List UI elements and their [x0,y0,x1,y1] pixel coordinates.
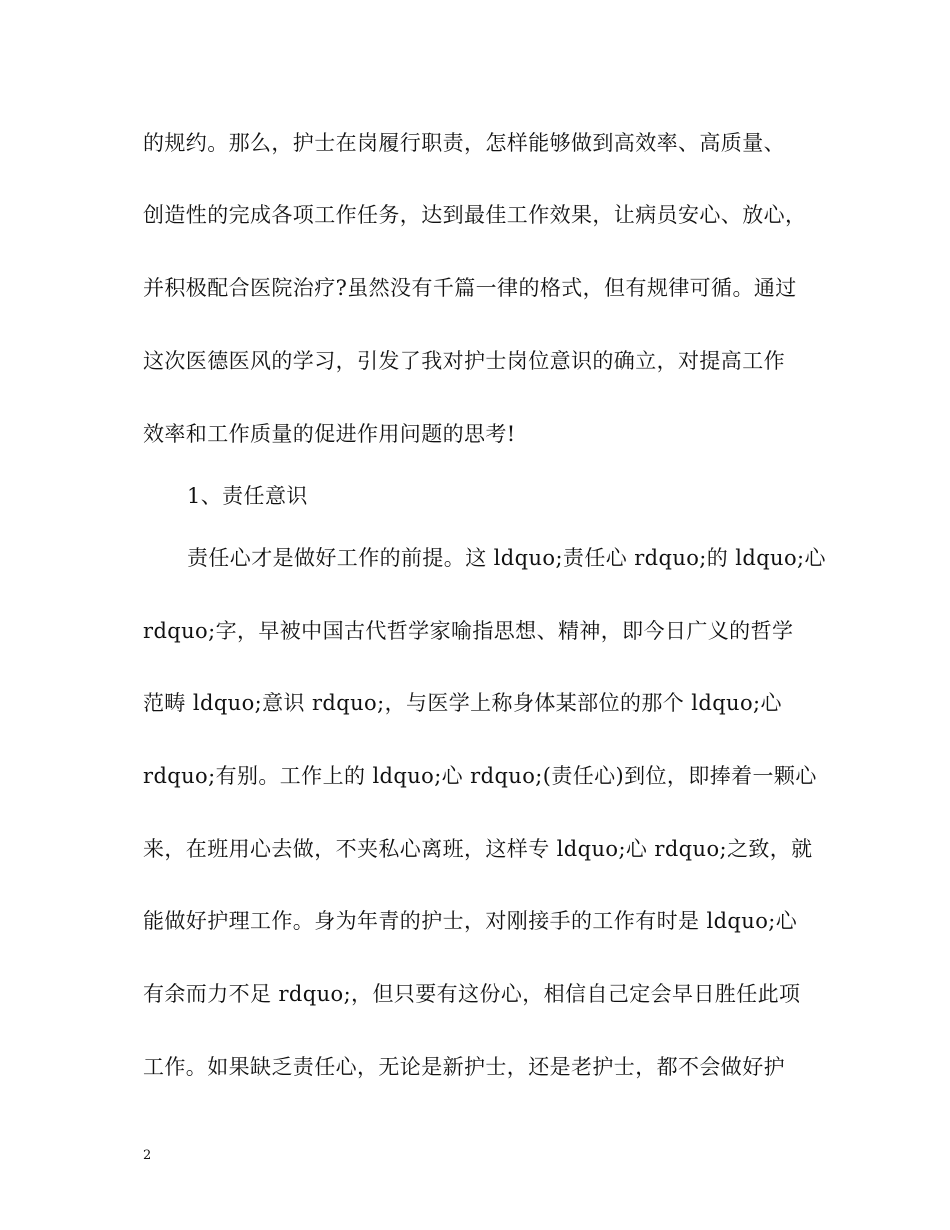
paragraph-line: 责任心才是做好工作的前提。这 ldquo;责任心 rdquo;的 ldquo;心 [187,546,826,570]
paragraph-line: 效率和工作质量的促进作用问题的思考! [143,422,516,446]
paragraph-line: 创造性的完成各项工作任务，达到最佳工作效果，让病员安心、放心， [143,203,807,227]
paragraph-line: rdquo;有别。工作上的 ldquo;心 rdquo;(责任心)到位，即捧着一颗心 [143,764,817,788]
paragraph-line: 并积极配合医院治疗?虽然没有千篇一律的格式，但有规律可循。通过 [143,276,797,300]
paragraph-line: 范畴 ldquo;意识 rdquo;，与医学上称身体某部位的那个 ldquo;心 [143,691,782,715]
paragraph-line: 的规约。那么，护士在岗履行职责，怎样能够做到高效率、高质量、 [143,131,785,155]
paragraph-line: 这次医德医风的学习，引发了我对护士岗位意识的确立，对提高工作 [143,349,785,373]
paragraph-line: rdquo;字，早被中国古代哲学家喻指思想、精神，即今日广义的哲学 [143,619,794,643]
paragraph-line: 来，在班用心去做，不夹私心离班，这样专 ldquo;心 rdquo;之致，就 [143,837,813,861]
paragraph-line: 能做好护理工作。身为年青的护士，对刚接手的工作有时是 ldquo;心 [143,909,798,933]
paragraph-line: 有余而力不足 rdquo;，但只要有这份心，相信自己定会早日胜任此项 [143,982,801,1006]
page-number: 2 [143,1148,152,1163]
paragraph-line: 工作。如果缺乏责任心，无论是新护士，还是老护士，都不会做好护 [143,1055,785,1079]
section-heading: 1、责任意识 [187,484,308,508]
